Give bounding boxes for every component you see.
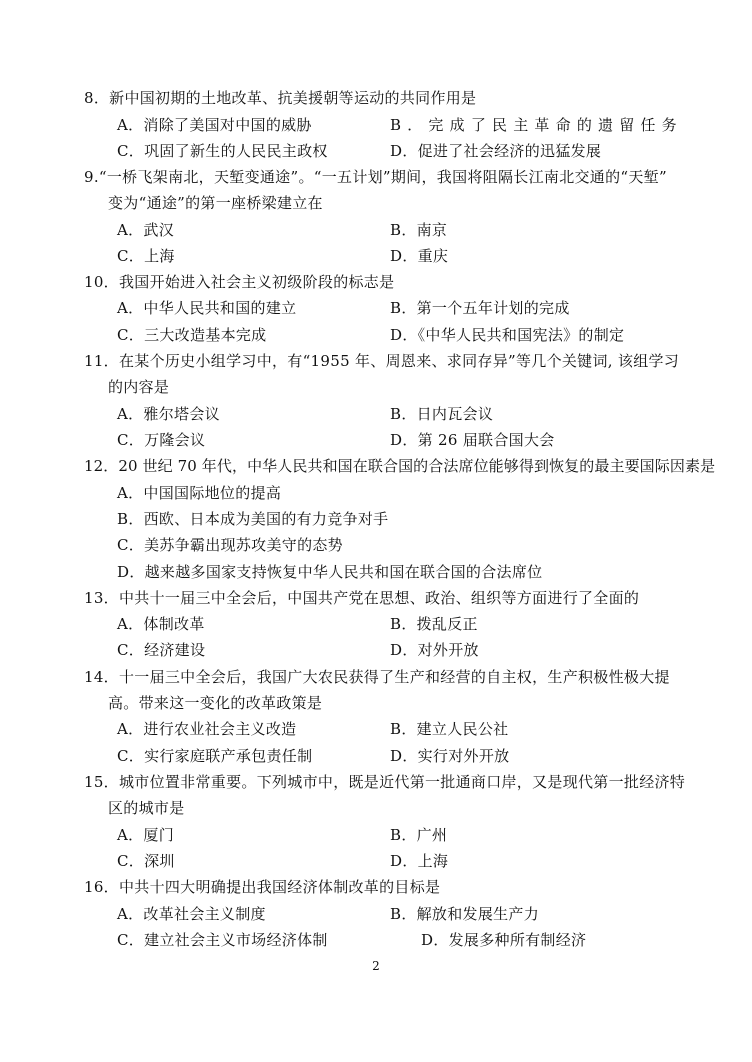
question-16-option-b: B．解放和发展生产力 [390,905,540,923]
question-15-option-c: C．深圳 [117,852,175,870]
question-16-stem: 16．中共十四大明确提出我国经济体制改革的目标是 [84,878,441,896]
question-13-option-b: B．拨乱反正 [390,615,478,633]
question-9-option-a: A．武汉 [117,221,175,239]
question-10-option-c: C．三大改造基本完成 [117,326,267,344]
question-10-stem: 10．我国开始进入社会主义初级阶段的标志是 [84,273,395,291]
question-9-stem-line-2: 变为“通途”的第一座桥梁建立在 [108,194,323,212]
question-12-option-a: A．中国国际地位的提高 [117,484,282,502]
question-13-stem: 13．中共十一届三中全会后，中国共产党在思想、政治、组织等方面进行了全面的 [84,589,640,607]
question-15-option-d: D．上海 [390,852,449,870]
page-number: 2 [372,959,380,973]
question-12-option-d: D．越来越多国家支持恢复中华人民共和国在联合国的合法席位 [117,563,543,581]
question-8-stem: 8．新中国初期的土地改革、抗美援朝等运动的共同作用是 [84,89,477,107]
question-12-stem: 12．20 世纪 70 年代，中华人民共和国在联合国的合法席位能够得到恢复的最主要国际因素是 [84,457,716,475]
question-10-option-b: B．第一个五年计划的完成 [390,299,570,317]
question-11-option-b: B．日内瓦会议 [390,405,494,423]
question-14-stem-line-2: 高。带来这一变化的改革政策是 [108,694,323,712]
question-10-option-a: A．中华人民共和国的建立 [117,299,297,317]
question-9-option-d: D．重庆 [390,247,449,265]
question-11-option-d: D．第 26 届联合国大会 [390,431,555,449]
question-13-option-d: D．对外开放 [390,641,479,659]
question-15-option-a: A．厦门 [117,826,175,844]
question-10-option-d: D．《中华人民共和国宪法》的制定 [390,326,625,344]
question-16-option-d: D．发展多种所有制经济 [421,931,587,949]
question-14-option-d: D．实行对外开放 [390,747,510,765]
question-14-option-c: C．实行家庭联产承包责任制 [117,747,313,765]
question-9-option-b: B．南京 [390,221,448,239]
question-16-option-c: C．建立社会主义市场经济体制 [117,931,328,949]
question-9-option-c: C．上海 [117,247,175,265]
question-13-option-a: A．体制改革 [117,615,205,633]
question-15-stem-line-2: 区的城市是 [108,799,185,817]
question-13-option-c: C．经济建设 [117,641,206,659]
question-12-option-c: C．美苏争霸出现苏攻美守的态势 [117,536,343,554]
question-8-option-c: C．巩固了新生的人民民主政权 [117,142,328,160]
question-14-stem-line-1: 14．十一届三中全会后，我国广大农民获得了生产和经营的自主权，生产积极性极大提 [84,668,670,686]
question-12-option-b: B．西欧、日本成为美国的有力竞争对手 [117,510,389,528]
question-9-stem-line-1: 9.“一桥飞架南北，天堑变通途”。“一五计划”期间，我国将阻隔长江南北交通的“天堑” [84,168,667,186]
question-8-option-a: A．消除了美国对中国的威胁 [117,116,312,134]
question-8-option-b: B．完成了民主革命的遗留任务 [390,116,683,134]
question-11-option-c: C．万隆会议 [117,431,206,449]
question-14-option-a: A．进行农业社会主义改造 [117,720,297,738]
question-16-option-a: A．改革社会主义制度 [117,905,266,923]
question-11-option-a: A．雅尔塔会议 [117,405,220,423]
question-11-stem-line-1: 11．在某个历史小组学习中，有“1955 年、周恩来、求同存异”等几个关键词, 该组学习 [84,352,680,370]
question-15-option-b: B．广州 [390,826,448,844]
question-11-stem-line-2: 的内容是 [108,378,170,396]
question-8-option-d: D．促进了社会经济的迅猛发展 [390,142,602,160]
question-15-stem-line-1: 15．城市位置非常重要。下列城市中，既是近代第一批通商口岸，又是现代第一批经济特 [84,773,686,791]
question-14-option-b: B．建立人民公社 [390,720,509,738]
